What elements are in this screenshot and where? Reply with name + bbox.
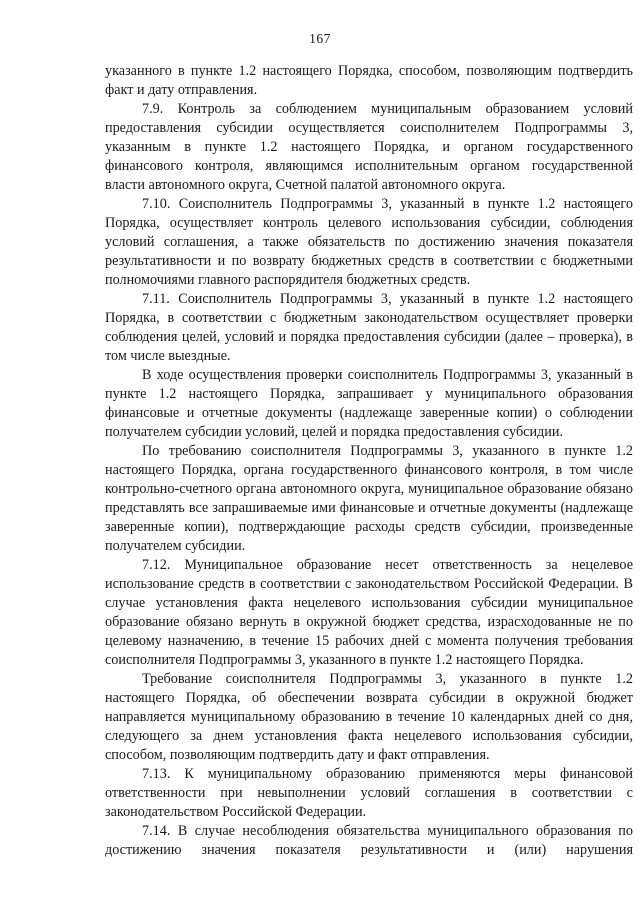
paragraph-7-9: 7.9. Контроль за соблюдением муниципальным образованием условий предоставления субсидии осуществляется соисполнителем Подпрограммы 3, указанным в пункте 1.2 настоящего Порядка, и органом государственного финансового контроля, являющимся исполнительным органом государственной власти автономного округа, Счетной палатой автономного округа. <box>105 101 633 193</box>
document-body <box>105 62 633 860</box>
paragraph-7-11: 7.11. Соисполнитель Подпрограммы 3, указанный в пункте 1.2 настоящего Порядка, в соответствии с бюджетным законодательством осуществляет проверки соблюдения целей, условий и порядка предоставления субсидии (далее – проверка), в том числе выездные. <box>105 291 633 364</box>
paragraph-7-11-request: По требованию соисполнителя Подпрограммы 3, указанного в пункте 1.2 настоящего Порядка, органа государственного финансового контроля, в том числе контрольно-счетного органа автономного округа, муниципальное образование обязано представлять все запрашиваемые ими финансовые и отчетные документы (надлежаще заверенные копии), подтверждающие расходы средств субсидии, произведенные получателем субсидии. <box>105 443 633 554</box>
paragraph-7-13: 7.13. К муниципальному образованию применяются меры финансовой ответственности при невыполнении условий соглашения в соответствии с законодательством Российской Федерации. <box>105 766 633 820</box>
paragraph-7-12: 7.12. Муниципальное образование несет ответственность за нецелевое использование средств в соответствии с законодательством Российской Федерации. В случае установления факта нецелевого использования субсидии муниципальное образование обязано вернуть в окружной бюджет средства, израсходованные не по целевому назначению, в течение 15 рабочих дней с момента получения требования соисполнителя Подпрограммы 3, указанного в пункте 1.2 настоящего Порядка. <box>105 557 633 668</box>
paragraph-7-11-inspection: В ходе осуществления проверки соисполнитель Подпрограммы 3, указанный в пункте 1.2 настоящего Порядка, запрашивает у муниципального образования финансовые и отчетные документы (надлежаще заверенные копии) о соблюдении получателем субсидии условий, целей и порядка предоставления субсидии. <box>105 367 633 440</box>
paragraph-7-12-requirement: Требование соисполнителя Подпрограммы 3, указанного в пункте 1.2 настоящего Порядка, об обеспечении возврата субсидии в окружной бюджет направляется муниципальному образованию в течение 10 календарных дней со дня, следующего за днем установления факта нецелевого использования субсидии, способом, позволяющим подтвердить дату и факт отправления. <box>105 671 633 763</box>
paragraph-7-14: 7.14. В случае несоблюдения обязательства муниципального образования по достижению значения показателя результативности и (или) нарушения <box>105 823 633 858</box>
paragraph-continuation: указанного в пункте 1.2 настоящего Порядка, способом, позволяющим подтвердить факт и дату отправления. <box>105 63 633 98</box>
paragraph-7-10: 7.10. Соисполнитель Подпрограммы 3, указанный в пункте 1.2 настоящего Порядка, осуществляет контроль целевого использования субсидии, соблюдения условий соглашения, а также обязательств по достижению значения показателя результативности и по возврату бюджетных средств в соответствии с бюджетными полномочиями главного распорядителя бюджетных средств. <box>105 196 633 288</box>
page-number: 167 <box>309 31 331 46</box>
